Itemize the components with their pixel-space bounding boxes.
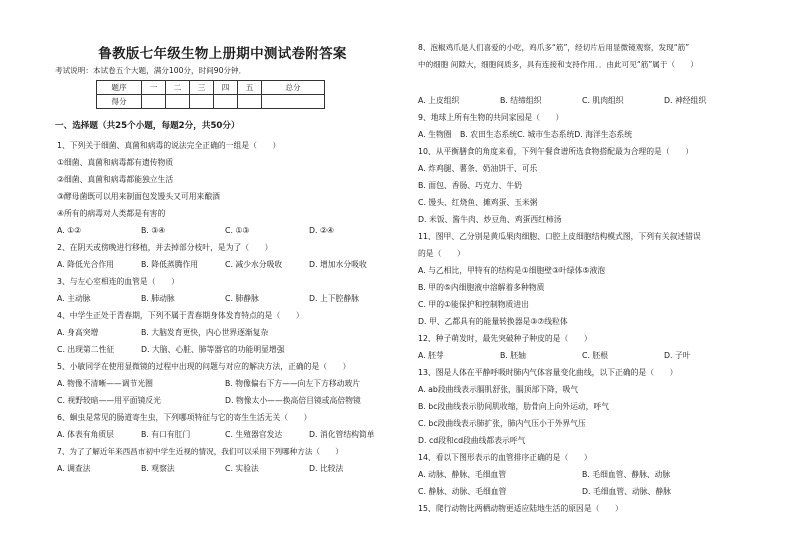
option-b: B. ③④: [141, 226, 166, 235]
score-input-cell[interactable]: [238, 95, 262, 109]
option-d: D. 毛细血管、动脉、静脉: [582, 487, 671, 496]
option-d: D. 比较法: [309, 464, 344, 473]
statement: ①细菌、真菌和病毒都有遗传物质: [57, 158, 174, 167]
question-q4: 4、中学生正处于青春期，下列不属于青春期身体发育特点的是（ ）: [57, 311, 304, 320]
option-b: B. 面包、香肠、巧克力、牛奶: [418, 181, 522, 190]
statement: ④所有的病毒对人类都是有害的: [57, 209, 166, 218]
option-b: B. 毛细血管、静脉、动脉: [582, 470, 671, 479]
score-cell: 题序: [97, 81, 142, 95]
option-a: A. 生物圈: [418, 130, 452, 139]
option-a: A. ab段曲线表示膈肌舒张，膈顶部下降，吸气: [418, 385, 579, 394]
option-b: B. 结缔组织: [500, 96, 542, 105]
question-q3: 3、与左心室相连的血管是（ ）: [57, 277, 179, 286]
option-c: C. 甲的①能保护和控制物质进出: [418, 300, 529, 309]
question-q9: 9、地球上所有生物的共同家园是（ ）: [418, 113, 564, 122]
statement: ③酵母菌既可以用来制面包发馒头又可用来酿酒: [57, 192, 220, 201]
question-q15: 15、爬行动物比两栖动物更适应陆地生活的原因是（ ）: [418, 504, 623, 513]
question-q2: 2、在阴天或傍晚进行移植，并去掉部分枝叶，是为了（ ）: [57, 243, 273, 252]
option-d: D. 增加水分吸收: [309, 260, 367, 269]
score-input-cell[interactable]: [142, 95, 166, 109]
question-q8-cont: 中的细胞 间隙大，细胞间质多，具有连接和支持作用．．由此可见“筋”属于（ ）: [418, 60, 698, 69]
option-b: B. 物像偏右下方——向左下方移动玻片: [225, 379, 361, 388]
score-input-cell[interactable]: [166, 95, 190, 109]
score-cell: 二: [166, 81, 190, 95]
score-cell: 四: [214, 81, 238, 95]
option-d: D. ②④: [309, 226, 334, 235]
option-a: A. ①②: [57, 226, 82, 235]
option-a: A. 降低光合作用: [57, 260, 114, 269]
option-c: C. 馒头、红烧鱼、摊鸡蛋、玉米粥: [418, 198, 538, 207]
option-d: D. 消化管结构简单: [309, 430, 375, 439]
option-b: B. 胚轴: [500, 351, 526, 360]
score-input-cell[interactable]: [214, 95, 238, 109]
option-c: C. ①③: [225, 226, 250, 235]
option-a: A. 主动脉: [57, 294, 91, 303]
option-a: A. 与乙相比，甲特有的结构是①细胞壁③叶绿体⑤液泡: [418, 266, 606, 275]
page-title: 鲁教版七年级生物上册期中测试卷附答案: [98, 46, 347, 62]
option-d: D. 物像太小——换高倍目镜或高倍物镜: [225, 396, 361, 405]
score-table-score-row: [97, 95, 325, 109]
score-table: [96, 80, 325, 109]
option-c: C. 减少水分吸收: [225, 260, 283, 269]
option-a: A. 动脉、静脉、毛细血管: [418, 470, 507, 479]
option-c: C. 肺静脉: [225, 294, 259, 303]
option-a: A. 炸鸡腿、薯条、奶油饼干、可乐: [418, 164, 538, 173]
question-q8: 8、泡椒鸡爪是人们喜爱的小吃，鸡爪多“筋”，经切片后用显微镜观察，发现“筋”: [418, 43, 690, 52]
option-c: C. 静脉、动脉、毛细血管: [418, 487, 507, 496]
option-d: D. cd段和cd段曲线都表示呼气: [418, 436, 526, 445]
option-c: C. bc段曲线表示肺扩张，肺内气压小于外界气压: [418, 419, 586, 428]
section-heading: 一、选择题（共25个小题，每题2分，共50分）: [55, 121, 240, 131]
question-q1: 1、下列关于细菌、真菌和病毒的说法完全正确的一组是（ ）: [57, 141, 281, 150]
score-cell: 总分: [262, 81, 325, 95]
option-b: B. 肺动脉: [141, 294, 175, 303]
option-b: B. 观察法: [141, 464, 175, 473]
option-b: B. 甲的⑤内细胞液中溶解着多种物质: [418, 283, 545, 292]
option-b: B. 大脑发育更快，内心世界逐渐复杂: [141, 328, 269, 337]
question-q11: 11、图甲、乙分别是黄瓜果肉细胞、口腔上皮细胞结构模式图，下列有关叙述错误: [418, 232, 701, 241]
option-d: D. 上下腔静脉: [309, 294, 359, 303]
score-cell: 三: [190, 81, 214, 95]
question-q11-cont: 的是（ ）: [418, 249, 465, 258]
option-a: A. 物像不清晰——调节光圈: [57, 379, 153, 388]
statement: ②细菌、真菌和病毒都能独立生活: [57, 175, 174, 184]
option-bcd: B. 农田生态系统C. 城市生态系统D. 海洋生态系统: [460, 130, 633, 139]
question-q14: 14、看以下图形表示的血管排序正确的是（ ）: [418, 453, 592, 462]
option-d: D. 子叶: [664, 351, 691, 360]
question-q7: 7、为了了解近年来西昌市初中学生近视的情况，我们可以采用下列哪种方法（ ）: [57, 447, 343, 456]
question-q6: 6、蛔虫是常见的肠道寄生虫，下列哪项特征与它的寄生生活无关（ ）: [57, 413, 312, 422]
option-d: D. 大脑、心脏、肺等器官的功能明显增强: [141, 345, 285, 354]
score-cell: 五: [238, 81, 262, 95]
option-b: B. 有口有肛门: [141, 430, 191, 439]
score-cell: 得分: [97, 95, 142, 109]
option-c: C. 实验法: [225, 464, 259, 473]
score-table-header-row: [97, 81, 325, 95]
option-a: A. 身高突增: [57, 328, 99, 337]
score-input-cell[interactable]: [190, 95, 214, 109]
score-cell: 一: [142, 81, 166, 95]
option-c: C. 视野较暗——用平面镜反光: [57, 396, 161, 405]
option-c: C. 肌肉组织: [582, 96, 624, 105]
option-a: A. 调查法: [57, 464, 91, 473]
option-c: C. 出现第二性征: [57, 345, 115, 354]
question-q13: 13、图是人体在平静呼吸时肺内气体容量变化曲线，以下正确的是（ ）: [418, 368, 678, 377]
exam-instructions: 考试说明：本试卷五个大题，满分100分，时间90分钟．: [55, 66, 247, 75]
option-c: C. 生殖器官发达: [225, 430, 283, 439]
question-q5: 5、小敏同学在使用显微镜的过程中出现的问题与对应的解决方法，正确的是（ ）: [57, 362, 351, 371]
option-d: D. 米饭、酱牛肉、炒豆角、鸡蛋西红柿汤: [418, 215, 562, 224]
option-b: B. bc段曲线表示肋间肌收缩，肋骨向上向外运动，呼气: [418, 402, 610, 411]
question-q10: 10、从平衡膳食的角度来看，下列午餐食谱所选食物搭配最为合理的是（ ）: [418, 147, 694, 156]
option-d: D. 神经组织: [664, 96, 707, 105]
question-q12: 12、种子萌发时，最先突破种子种皮的是（ ）: [418, 334, 592, 343]
option-a: A. 上皮组织: [418, 96, 460, 105]
option-d: D. 甲、乙都具有的能量转换器是③⑦线粒体: [418, 317, 568, 326]
option-b: B. 降低蒸腾作用: [141, 260, 199, 269]
option-a: A. 体表有角质层: [57, 430, 114, 439]
option-c: C. 胚根: [582, 351, 608, 360]
option-a: A. 胚芽: [418, 351, 444, 360]
score-input-cell[interactable]: [262, 95, 325, 109]
